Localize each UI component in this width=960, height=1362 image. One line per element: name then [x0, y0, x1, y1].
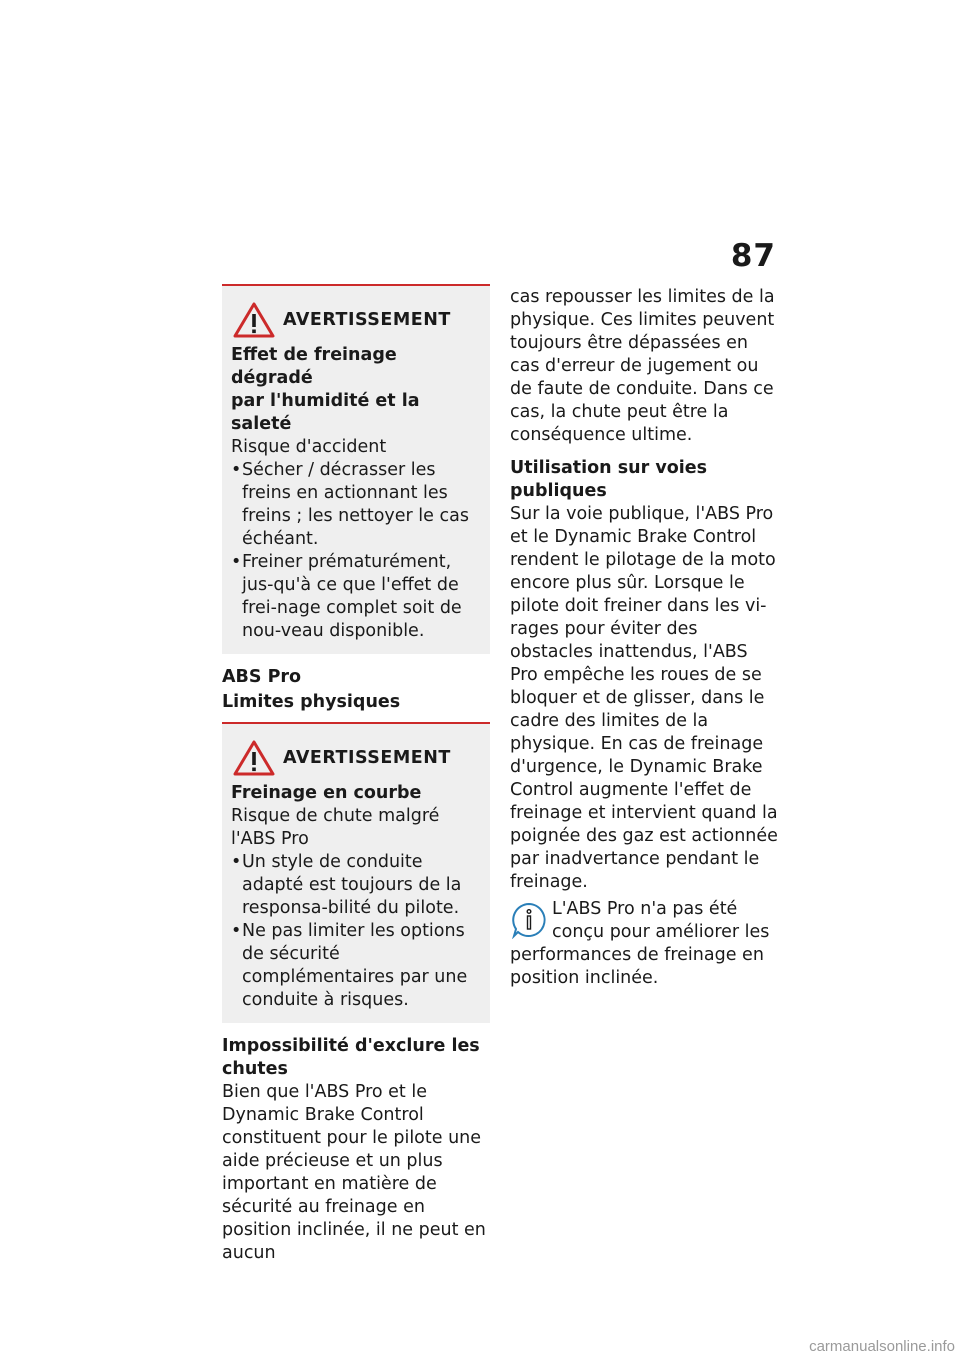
warning-box-humidity — [222, 284, 490, 654]
warning-box-curve — [222, 722, 490, 1023]
info-note-text: L'ABS Pro n'a pas été conçu pour améliorer les performances de freinage en position inclinée. — [510, 899, 770, 988]
right-column — [510, 286, 780, 990]
section-subtitle: Limites physiques — [222, 692, 401, 712]
body-paragraph: Sur la voie publique, l'ABS Pro et le Dynamic Brake Control rendent le pilotage de la moto encore plus sûr. Lorsque le pilote doit freiner dans les vi-rages pour éviter des obstacles inattendus, l'ABS Pro empêche les roues de se bloquer et de glisser, dans le cadre des limites de la physique. En cas de freinage d'urgence, le Dynamic Brake Control augmente l'effet de freinage et intervient quand la poignée des gaz est actionnée par inadvertance pendant le freinage. — [510, 504, 778, 892]
list-item: • Freiner prématurément, jus-qu'à ce que l'effet de frei-nage complet soit de nou-veau disponible. — [231, 551, 482, 643]
info-note — [510, 898, 780, 990]
warning-risk: Risque de chute malgré — [231, 806, 440, 826]
section-heading-falls: Impossibilité d'exclure les chutes — [222, 1036, 480, 1079]
section-heading-public-roads: Utilisation sur voies publiques — [510, 458, 708, 501]
warning-bullet-list — [231, 459, 482, 643]
warning-bullet-list — [231, 851, 482, 1012]
warning-heading-cont: par l'humidité et la saleté — [231, 391, 420, 434]
warning-triangle-icon — [233, 302, 275, 338]
section-title: ABS Pro — [222, 667, 302, 687]
watermark: carmanualsonline.info — [809, 1338, 955, 1355]
list-item: • Un style de conduite adapté est toujours de la responsa-bilité du pilote. — [231, 851, 482, 920]
body-paragraph: cas repousser les limites de la physique. Ces limites peuvent toujours être dépassées en cas d'erreur de jugement ou de faute de conduite. Dans ce cas, la chute peut être la conséquence ultime. — [510, 287, 775, 445]
warning-title: AVERTISSEMENT — [283, 747, 451, 768]
left-column — [222, 284, 490, 1275]
list-item: • Sécher / décrasser les freins en actionnant les freins ; les nettoyer le cas échéant. — [231, 459, 482, 551]
body-paragraph: Bien que l'ABS Pro et le Dynamic Brake Control constituent pour le pilote une aide précieuse et un plus important en matière de sécurité au freinage en position inclinée, il ne peut en aucun — [222, 1082, 486, 1263]
warning-risk: Risque d'accident — [231, 437, 387, 457]
warning-header — [231, 740, 482, 776]
warning-title: AVERTISSEMENT — [283, 309, 451, 330]
warning-header — [231, 302, 482, 338]
warning-heading: Effet de freinage dégradé — [231, 345, 397, 388]
page-number: 87 — [730, 238, 776, 274]
list-item: • Ne pas limiter les options de sécurité complémentaires par une conduite à risques. — [231, 920, 482, 1012]
warning-triangle-icon — [233, 740, 275, 776]
info-icon — [510, 901, 548, 939]
warning-heading: Freinage en courbe — [231, 783, 422, 803]
warning-risk-cont: l'ABS Pro — [231, 829, 309, 849]
